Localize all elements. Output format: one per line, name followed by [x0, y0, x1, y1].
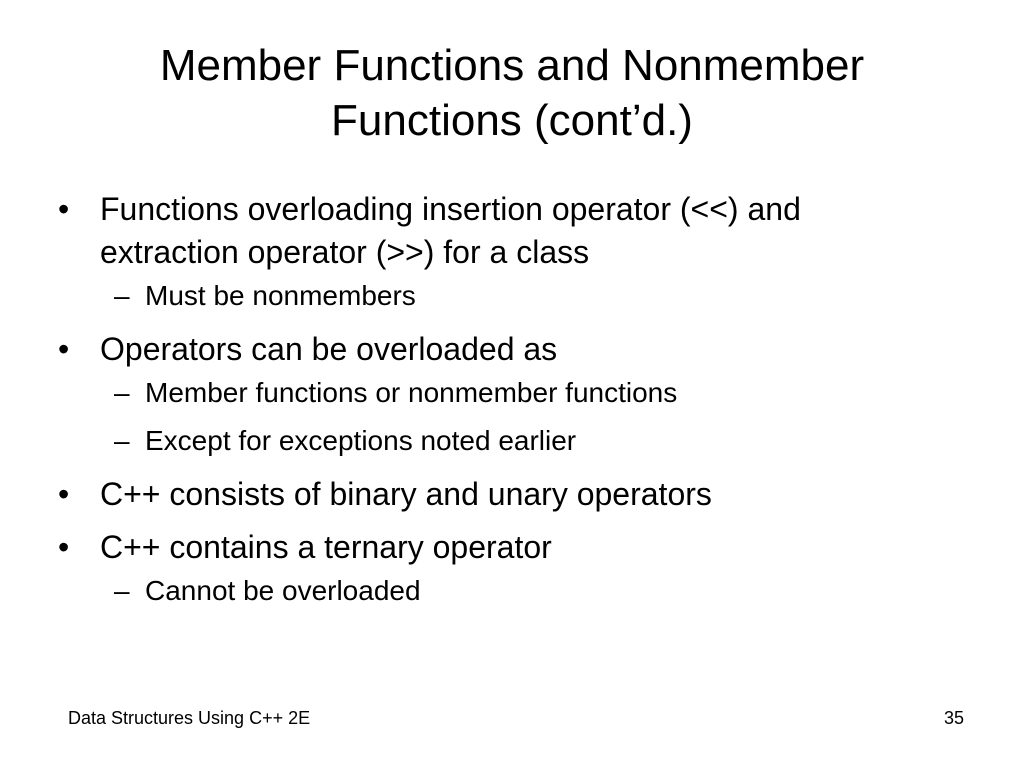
bullet-text: Operators can be overloaded as: [100, 331, 558, 367]
bullet-item: [58, 328, 968, 371]
slide-number: 35: [943, 708, 964, 728]
sub-bullet-text: Must be nonmembers: [145, 280, 416, 311]
sub-bullet-item: [58, 375, 968, 411]
bullet-text: Functions overloading insertion operator (<<) and: [100, 191, 801, 227]
sub-bullet-item: [58, 423, 968, 459]
dash-icon: –: [114, 425, 130, 456]
sub-bullet-item: [58, 573, 968, 609]
slide-title: [60, 38, 964, 148]
slide-title-line-2: Functions (cont’d.): [331, 96, 693, 145]
footer-source: Data Structures Using C++ 2E: [68, 708, 311, 728]
bullet-text-continued: extraction operator (>>) for a class: [100, 234, 590, 270]
sub-bullet-text: Cannot be overloaded: [145, 575, 421, 606]
bullet-text: C++ contains a ternary operator: [100, 529, 552, 565]
slide-bullet-list: [58, 188, 968, 609]
dash-icon: –: [114, 377, 130, 408]
sub-bullet-item: [58, 278, 968, 314]
bullet-item: [58, 473, 968, 516]
bullet-item: [58, 188, 968, 274]
bullet-icon: •: [58, 191, 70, 227]
dash-icon: –: [114, 575, 130, 606]
sub-bullet-text: Member functions or nonmember functions: [145, 377, 678, 408]
bullet-item: [58, 526, 968, 569]
slide-title-line-1: Member Functions and Nonmember: [159, 41, 865, 90]
bullet-icon: •: [58, 476, 70, 512]
bullet-text: C++ consists of binary and unary operators: [100, 476, 712, 512]
bullet-icon: •: [58, 529, 70, 565]
dash-icon: –: [114, 280, 130, 311]
sub-bullet-text: Except for exceptions noted earlier: [145, 425, 577, 456]
bullet-icon: •: [58, 331, 70, 367]
